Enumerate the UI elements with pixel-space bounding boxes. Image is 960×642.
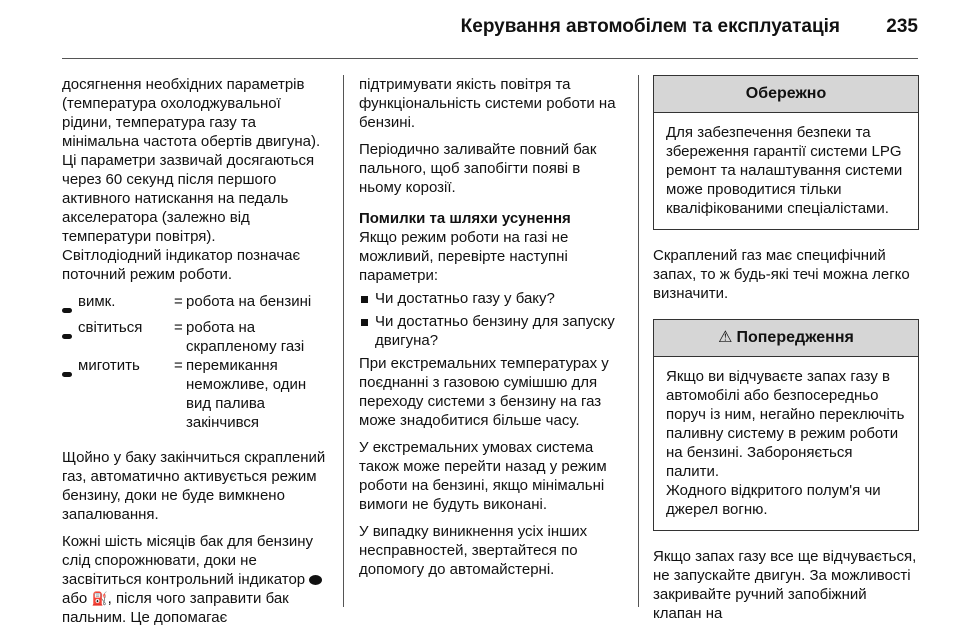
caution-text: Для забезпечення безпеки та збереження гарантії системи LPG ремонт та налаштування системи може проводитися тільки кваліфікованими спеціалістами. [666, 124, 903, 217]
paragraph: Світлодіодний індикатор позначає поточний режим роботи. [62, 247, 301, 283]
column-divider [343, 75, 344, 607]
page-header [0, 0, 960, 60]
indicator-meaning: перемикання неможливе, один вид палива закінчився [186, 357, 307, 431]
indicator-table [62, 292, 330, 432]
bullet-icon [361, 296, 368, 303]
warning-text: Жодного відкритого полум'я чи джерел вогню. [666, 482, 881, 518]
paragraph: У екстремальних умовах система також може перейти назад у режим роботи на бензині, якщо мінімальні вимоги не будуть виконані. [359, 439, 607, 513]
warning-text: Якщо ви відчуваєте запах газу в автомобілі або безпосередньо поруч із ним, негайно переключіть паливну систему в режим роботи на бензині. Забороняється палити. [666, 368, 905, 480]
indicator-state: вимк. [78, 293, 116, 310]
column-divider [638, 75, 639, 607]
text: , після чого заправити бак пальним. Це допомагає [62, 590, 289, 626]
indicator-meaning: робота на бензині [186, 293, 312, 310]
equals-sign: = [174, 319, 183, 336]
column-left [62, 75, 330, 635]
bullet-icon [361, 319, 368, 326]
caution-title: Обережно [654, 76, 918, 113]
indicator-state: світиться [78, 319, 143, 336]
column-right [653, 75, 919, 631]
paragraph: підтримувати якість повітря та функціональність системи роботи на бензині. [359, 76, 616, 131]
warning-box [653, 319, 919, 531]
warning-header [654, 320, 918, 357]
column-middle [359, 75, 625, 587]
paragraph: Якщо запах газу все ще відчувається, не запускайте двигун. За можливості закривайте ручний запобіжний клапан на [653, 548, 917, 622]
paragraph: Якщо режим роботи на газі не можливий, перевірте наступні параметри: [359, 229, 569, 284]
indicator-row [62, 356, 330, 432]
header-divider [62, 58, 918, 59]
fuel-pump-icon: ⛽ [91, 591, 108, 606]
text: Кожні шість місяців бак для бензину слід спорожнювати, доки не засвітиться контрольний індикатор [62, 533, 313, 588]
paragraph [62, 532, 330, 627]
page-title: Керування автомобілем та експлуатація [460, 16, 840, 37]
caution-box [653, 75, 919, 230]
indicator-state: миготить [78, 357, 140, 374]
equals-sign: = [174, 357, 183, 374]
led-indicator-icon [62, 308, 72, 313]
paragraph: Скраплений газ має специфічний запах, то ж будь-які течі можна легко визначити. [653, 247, 910, 302]
paragraph: У випадку виникнення усіх інших несправностей, звертайтеся по допомогу до автомайстерні. [359, 523, 588, 578]
list-item: Чи достатньо газу у баку? [359, 289, 625, 308]
led-indicator-icon [62, 334, 72, 339]
warning-triangle-icon: ⚠ [718, 329, 733, 346]
paragraph: Щойно у баку закінчиться скраплений газ, автоматично активується режим бензину, доки не буде вимкнено запалювання. [62, 449, 326, 523]
indicator-row [62, 318, 330, 356]
paragraph: При екстремальних температурах у поєднанні з газовою сумішшю для переходу системи з бензину на газ може знадобитися більше часу. [359, 355, 609, 429]
indicator-row [62, 292, 330, 318]
paragraph: Періодично заливайте повний бак пального, щоб запобігти появі в ньому корозії. [359, 141, 597, 196]
led-indicator-icon [62, 372, 72, 377]
paragraph: досягнення необхідних параметрів (температура охолоджувальної рідини, температура газу та мінімальна частота обертів двигуна). Ці параметри зазвичай досягаються через 60 секунд після першого активного натискання на педаль акселератора (залежно від температури повітря). [62, 76, 321, 245]
warning-body [654, 357, 918, 530]
list-item: Чи достатньо бензину для запуску двигуна? [359, 312, 625, 350]
equals-sign: = [174, 293, 183, 310]
warning-title: Попередження [736, 329, 854, 346]
text: або [62, 590, 88, 607]
page-number: 235 [886, 16, 918, 37]
indicator-meaning: робота на скрапленому газі [186, 319, 305, 355]
filled-dot-indicator-icon [309, 575, 322, 585]
section-heading: Помилки та шляхи усунення [359, 210, 571, 227]
